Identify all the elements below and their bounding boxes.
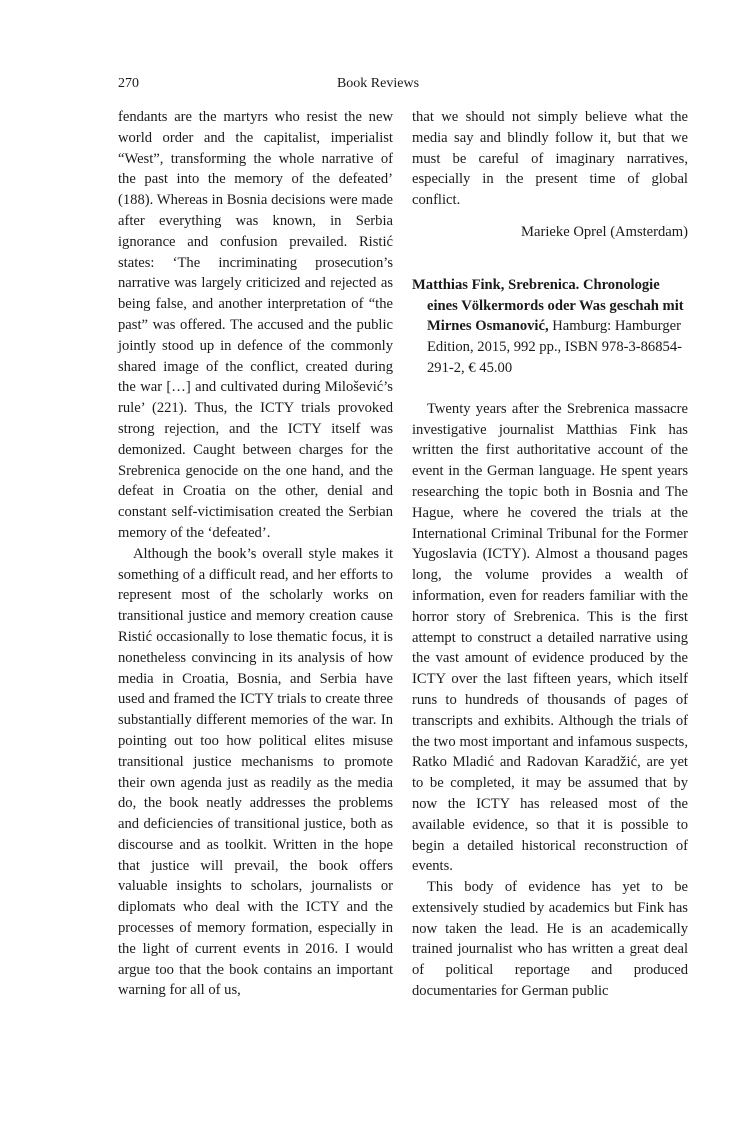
left-column <box>118 107 393 1001</box>
paragraph: This body of evidence has yet to be extensively studied by academics but Fink has now taken the lead. He is an academically trained journalist who has written a great deal of political reportage and produced documentaries for German public <box>412 879 688 1000</box>
paragraph: that we should not simply believe what the media say and blindly follow it, but that we must be careful of imaginary narratives, especially in the present time of global conflict. <box>412 109 688 209</box>
paragraph: Although the book’s overall style makes it something of a difficult read, and her efforts to represent most of the scholarly works on transitional justice and memory creation cause Ristić occasionally to lose thematic focus, it is nonetheless convincing in its analysis of how media in Croatia, Bosnia, and Serbia have used and framed the ICTY trials to create three substantially different memories of the war. In pointing out too how political elites misuse transitional justice mechanisms to promote their own agenda just as readily as the media do, the book neatly addresses the problems and deficiencies of transitional justice, both as discourse and as toolkit. Written in the hope that justice will prevail, the book offers valuable insights to scholars, journalists or diplomats who deal with the ICTY and the processes of memory formation, especially in the light of current events in 2016. I would argue too that the book contains an important warning for all of us, <box>118 545 393 999</box>
review-book-title: Matthias Fink, Srebrenica. Chronologie eines Völkermords oder Was geschah mit Mirnes Osmanović, <box>412 276 684 335</box>
reviewer-signature: Marieke Oprel (Amsterdam) <box>521 223 688 240</box>
review-book-details: Hamburg: Hamburger Edition, 2015, 992 pp., ISBN 978-3-86854-291-2, € 45.00 <box>427 318 682 376</box>
review-heading <box>412 275 688 379</box>
paragraph: Twenty years after the Srebrenica massacre investigative journalist Matthias Fink has written the first authoritative account of the event in the German language. He spent years researching the topic both in Bosnia and The Hague, where he covered the trials at the International Criminal Tribunal for the Former Yugoslavia (ICTY). Almost a thousand pages long, the volume provides a wealth of information, even for readers familiar with the horror story of Srebrenica. This is the first attempt to construct a detailed narrative using the vast amount of evidence produced by the ICTY over the last fifteen years, which itself runs to hundreds of thousands of pages of transcripts and exhibits. Although the trials of the two most important and infamous suspects, Ratko Mladić and Radovan Karadžić, are yet to be completed, it may be assumed that by now the ICTY has released most of the available evidence, so that it is possible to begin a detailed historical reconstruction of events. <box>412 400 688 875</box>
paragraph: fendants are the martyrs who resist the new world order and the capitalist, imperialist “West”, transforming the whole narrative of the past into the memory of the defeated’ (188). Whereas in Bosnia decisions were made after everything was known, in Serbia ignorance and confusion prevailed. Ristić states: ‘The incriminating prosecution’s narrative was largely criticized and rejected as being false, and another interpretation of “the past” was offered. The accused and the public jointly stood up in defence of the commonly shared image of the conflict, created during the war […] and cultivated during Milošević’s rule’ (221). Thus, the ICTY trials provoked strong rejection, and the ICTY itself was demonized. Caught between charges for the Srebrenica genocide on the one hand, and the defeat in Croatia on the other, denial and constant self-victimisation created the Serbian memory of the ‘defeated’. <box>118 109 393 541</box>
right-column <box>412 107 688 1002</box>
page-number: 270 <box>118 76 139 91</box>
page-header <box>118 76 638 96</box>
running-head: Book Reviews <box>336 76 420 91</box>
